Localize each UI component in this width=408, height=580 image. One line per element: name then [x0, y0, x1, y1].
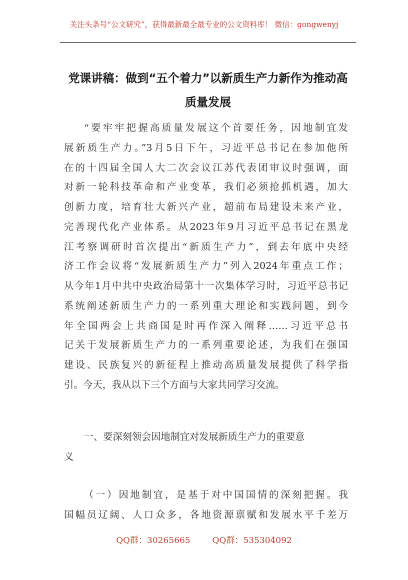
footer-qq-group-1: QQ群：30265665 — [116, 536, 191, 546]
document-title — [64, 66, 352, 114]
section-heading-line-2: 义 — [64, 452, 74, 463]
paragraph-line: 国幅员辽阔、人口众多，各地资源禀赋和发展水平千差万 — [64, 510, 348, 521]
header-divider — [60, 42, 356, 43]
paragraph-line: 对新一轮科技革命和产业变革，我们必须抢抓机遇，加大 — [64, 182, 348, 194]
title-line-2: 质量发展 — [185, 95, 231, 109]
paragraph-line: 引。今天，我从以下三个方面与大家共同学习交流。 — [64, 379, 285, 391]
section-heading-line-1: 一、要深刻领会因地制宜对发展新质生产力的重要意 — [84, 432, 305, 443]
paragraph-line: 年全国两会上共商国是时再作深入阐释……习近平总书 — [64, 320, 348, 332]
paragraph-line: 在的十四届全国人大二次会议江苏代表团审议时强调，面 — [64, 162, 348, 174]
paragraph-line: 记关于发展新质生产力的一系列重要论述，为我们在强国 — [64, 340, 348, 352]
paragraph-line: 江考察调研时首次提出“新质生产力”，到去年底中央经 — [64, 241, 348, 253]
footer-contact — [0, 534, 408, 546]
paragraph-line: 完善现代化产业体系。从2023年9月习近平总书记在黑龙 — [64, 221, 348, 233]
paragraph-line: 创新力度，培育壮大新兴产业，超前布局建设未来产业， — [64, 202, 348, 213]
paragraph-line: （一）因地制宜，是基于对中国国情的深刻把握。我 — [84, 490, 348, 501]
header-promo-note: 关注头条号“公文研究”，获得最新最全最专业的公文资料库！ 微信：gongwenyj — [69, 20, 339, 29]
paragraph-line: 系统阐述新质生产力的一系列重大理论和实践问题，到今 — [64, 300, 348, 312]
paragraph-line: 从今年1月中共中央政治局第十一次集体学习时，习近平总书记 — [64, 281, 348, 292]
paragraph-line: 展新质生产力。”3月5日下午，习近平总书记在参加他所 — [64, 142, 348, 154]
footer-qq-group-2: QQ群：535304092 — [212, 536, 292, 546]
subsection-paragraph — [64, 486, 348, 526]
intro-paragraph — [64, 119, 348, 396]
paragraph-line: 建设、民族复兴的新征程上推动高质量发展提供了科学指 — [64, 360, 348, 371]
section-1-heading — [64, 428, 348, 468]
title-line-1: 党课讲稿：做到“五个着力”以新质生产力新作为推动高 — [68, 71, 348, 85]
paragraph-line: 济工作会议将“发展新质生产力”列入2024年重点工作； — [64, 261, 348, 273]
paragraph-line: “要牢牢把握高质量发展这个首要任务，因地制宜发 — [84, 123, 348, 134]
